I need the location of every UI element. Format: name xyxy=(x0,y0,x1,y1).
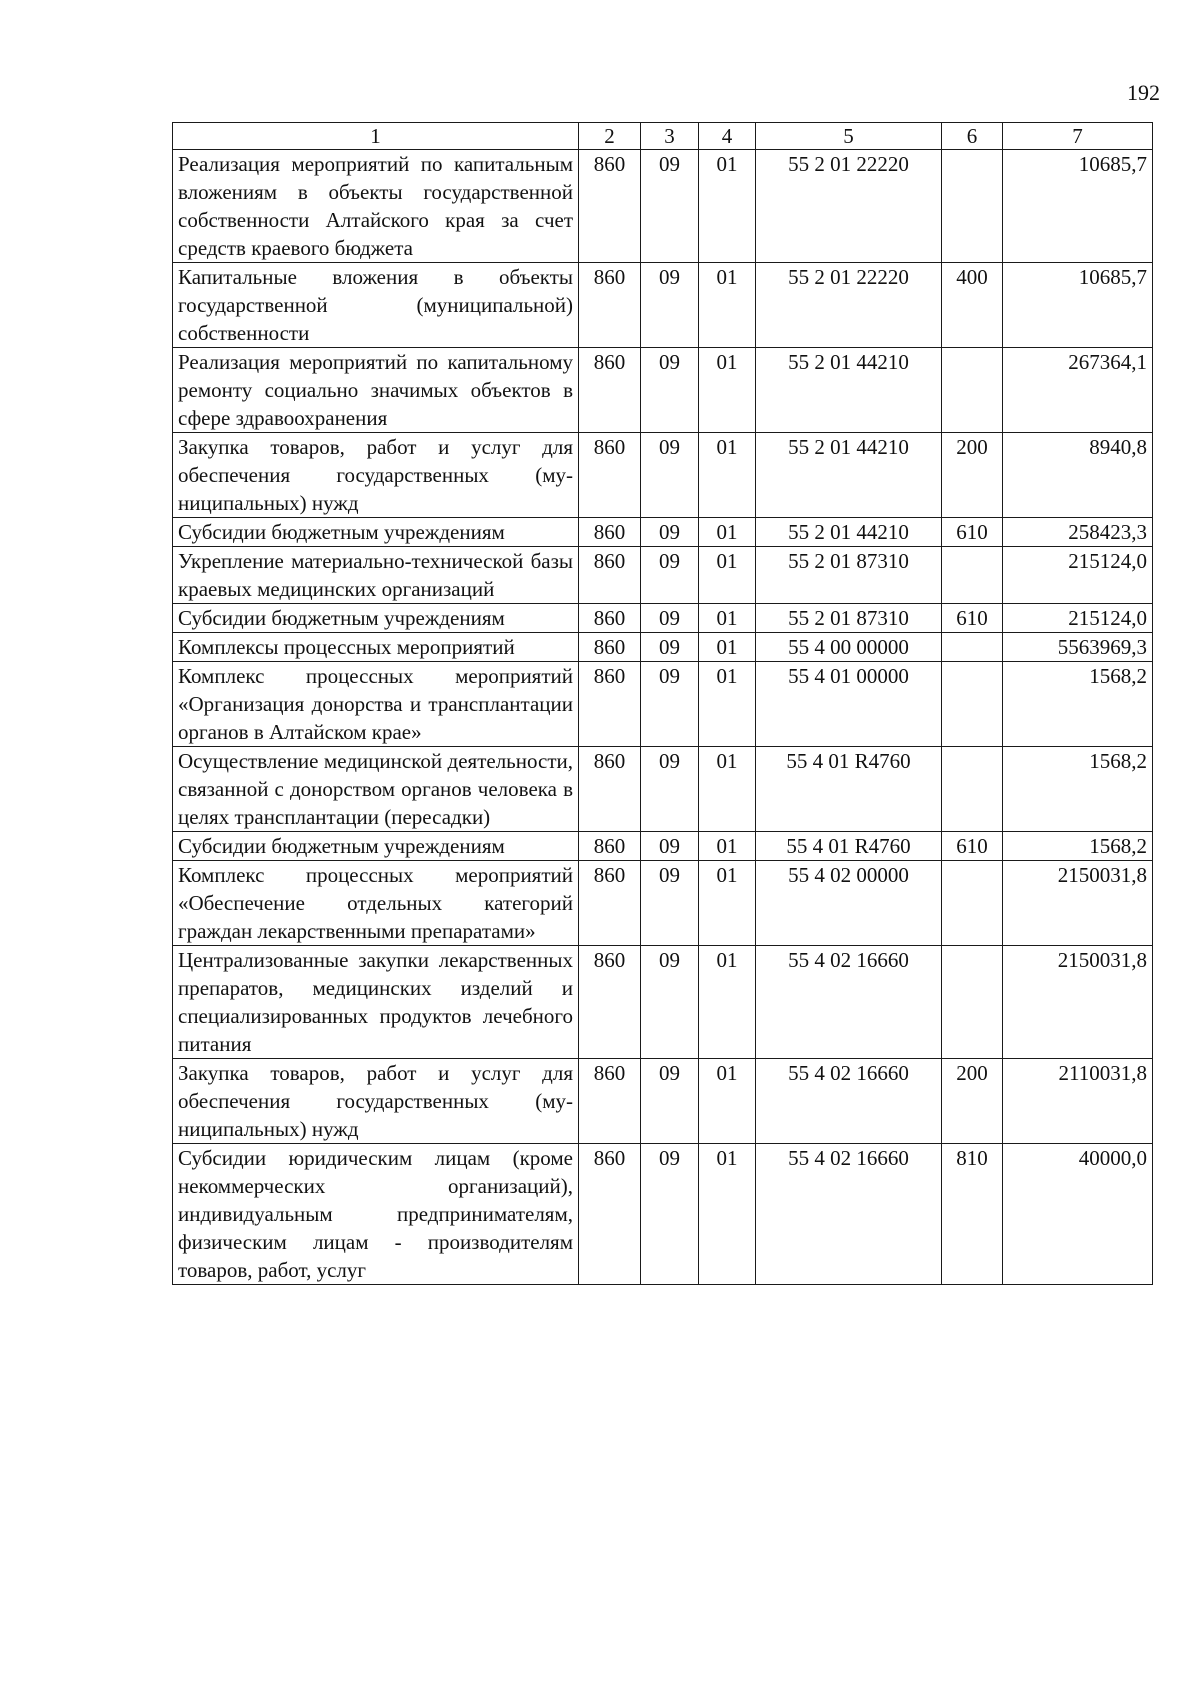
table-row xyxy=(173,150,1153,263)
target-article-cell: 55 2 01 87310 xyxy=(756,547,942,604)
ministry-code-cell: 860 xyxy=(579,604,641,633)
table-row xyxy=(173,433,1153,518)
section-code-cell: 09 xyxy=(641,433,699,518)
section-code-cell: 09 xyxy=(641,633,699,662)
ministry-code-cell: 860 xyxy=(579,348,641,433)
table-row xyxy=(173,1144,1153,1285)
subsection-code-cell: 01 xyxy=(699,861,756,946)
section-code-cell: 09 xyxy=(641,150,699,263)
column-header: 3 xyxy=(641,123,699,150)
target-article-cell: 55 2 01 44210 xyxy=(756,433,942,518)
section-code-cell: 09 xyxy=(641,547,699,604)
expense-type-cell: 200 xyxy=(942,1059,1003,1144)
ministry-code-cell: 860 xyxy=(579,150,641,263)
row-name-cell: Укрепление материально-технической базы краевых медицинских организаций xyxy=(173,547,579,604)
amount-cell: 258423,3 xyxy=(1003,518,1153,547)
table-row xyxy=(173,1059,1153,1144)
amount-cell: 1568,2 xyxy=(1003,832,1153,861)
ministry-code-cell: 860 xyxy=(579,518,641,547)
section-code-cell: 09 xyxy=(641,946,699,1059)
ministry-code-cell: 860 xyxy=(579,747,641,832)
table-row xyxy=(173,946,1153,1059)
ministry-code-cell: 860 xyxy=(579,861,641,946)
table-row xyxy=(173,861,1153,946)
amount-cell: 215124,0 xyxy=(1003,547,1153,604)
section-code-cell: 09 xyxy=(641,263,699,348)
section-code-cell: 09 xyxy=(641,662,699,747)
table-row xyxy=(173,747,1153,832)
budget-table xyxy=(172,122,1153,1285)
expense-type-cell xyxy=(942,348,1003,433)
row-name-cell: Субсидии бюджетным учреждениям xyxy=(173,832,579,861)
target-article-cell: 55 4 02 00000 xyxy=(756,861,942,946)
expense-type-cell xyxy=(942,547,1003,604)
ministry-code-cell: 860 xyxy=(579,662,641,747)
row-name-cell: Реализация мероприятий по капитальному ремонту социально значимых объектов в сфере здравоохранения xyxy=(173,348,579,433)
page-number: 192 xyxy=(1127,80,1160,105)
target-article-cell: 55 2 01 87310 xyxy=(756,604,942,633)
row-name-cell: Осуществление медицинской деятельности, связанной с донорством органов человека в целях трансплантации (пересадки) xyxy=(173,747,579,832)
section-code-cell: 09 xyxy=(641,518,699,547)
table-row xyxy=(173,547,1153,604)
subsection-code-cell: 01 xyxy=(699,662,756,747)
target-article-cell: 55 2 01 44210 xyxy=(756,518,942,547)
expense-type-cell: 610 xyxy=(942,604,1003,633)
subsection-code-cell: 01 xyxy=(699,832,756,861)
table-row xyxy=(173,633,1153,662)
target-article-cell: 55 2 01 22220 xyxy=(756,263,942,348)
column-header: 2 xyxy=(579,123,641,150)
subsection-code-cell: 01 xyxy=(699,547,756,604)
amount-cell: 5563969,3 xyxy=(1003,633,1153,662)
column-header: 6 xyxy=(942,123,1003,150)
amount-cell: 10685,7 xyxy=(1003,263,1153,348)
expense-type-cell xyxy=(942,662,1003,747)
section-code-cell: 09 xyxy=(641,861,699,946)
amount-cell: 267364,1 xyxy=(1003,348,1153,433)
table-row xyxy=(173,604,1153,633)
amount-cell: 1568,2 xyxy=(1003,747,1153,832)
table-row xyxy=(173,518,1153,547)
expense-type-cell: 400 xyxy=(942,263,1003,348)
target-article-cell: 55 2 01 44210 xyxy=(756,348,942,433)
row-name-cell: Субсидии бюджетным учреждениям xyxy=(173,604,579,633)
row-name-cell: Комплекс процессных мероприятий «Организация донорства и трансплантации органов в Алтайском крае» xyxy=(173,662,579,747)
target-article-cell: 55 4 01 R4760 xyxy=(756,747,942,832)
section-code-cell: 09 xyxy=(641,604,699,633)
subsection-code-cell: 01 xyxy=(699,263,756,348)
section-code-cell: 09 xyxy=(641,348,699,433)
ministry-code-cell: 860 xyxy=(579,263,641,348)
expense-type-cell xyxy=(942,633,1003,662)
target-article-cell: 55 4 02 16660 xyxy=(756,946,942,1059)
expense-type-cell: 610 xyxy=(942,518,1003,547)
subsection-code-cell: 01 xyxy=(699,633,756,662)
table-row xyxy=(173,348,1153,433)
expense-type-cell: 200 xyxy=(942,433,1003,518)
subsection-code-cell: 01 xyxy=(699,1144,756,1285)
subsection-code-cell: 01 xyxy=(699,946,756,1059)
table-body xyxy=(173,150,1153,1285)
row-name-cell: Субсидии юридическим лицам (кроме некоммерческих организаций), индивидуальным предпринимателям, физическим лицам - производителям товаров, работ, услуг xyxy=(173,1144,579,1285)
target-article-cell: 55 4 01 00000 xyxy=(756,662,942,747)
target-article-cell: 55 4 01 R4760 xyxy=(756,832,942,861)
row-name-cell: Капитальные вложения в объекты государственной (муниципальной) собственности xyxy=(173,263,579,348)
column-header: 7 xyxy=(1003,123,1153,150)
subsection-code-cell: 01 xyxy=(699,747,756,832)
expense-type-cell xyxy=(942,861,1003,946)
expense-type-cell xyxy=(942,150,1003,263)
amount-cell: 40000,0 xyxy=(1003,1144,1153,1285)
amount-cell: 10685,7 xyxy=(1003,150,1153,263)
amount-cell: 2150031,8 xyxy=(1003,861,1153,946)
table-header-row xyxy=(173,123,1153,150)
subsection-code-cell: 01 xyxy=(699,604,756,633)
row-name-cell: Комплекс процессных мероприятий «Обеспечение отдельных категорий граждан лекарственными препаратами» xyxy=(173,861,579,946)
amount-cell: 2150031,8 xyxy=(1003,946,1153,1059)
subsection-code-cell: 01 xyxy=(699,1059,756,1144)
row-name-cell: Комплексы процессных мероприятий xyxy=(173,633,579,662)
row-name-cell: Реализация мероприятий по капитальным вложениям в объекты государственной собственности Алтайского края за счет средств краевого бюджета xyxy=(173,150,579,263)
subsection-code-cell: 01 xyxy=(699,433,756,518)
target-article-cell: 55 4 02 16660 xyxy=(756,1059,942,1144)
expense-type-cell xyxy=(942,946,1003,1059)
ministry-code-cell: 860 xyxy=(579,1059,641,1144)
subsection-code-cell: 01 xyxy=(699,150,756,263)
amount-cell: 2110031,8 xyxy=(1003,1059,1153,1144)
row-name-cell: Субсидии бюджетным учреждениям xyxy=(173,518,579,547)
row-name-cell: Закупка товаров, работ и услуг для обеспечения государственных (муниципальных) нужд xyxy=(173,1059,579,1144)
row-name-cell: Закупка товаров, работ и услуг для обеспечения государственных (муниципальных) нужд xyxy=(173,433,579,518)
expense-type-cell: 610 xyxy=(942,832,1003,861)
table-row xyxy=(173,832,1153,861)
table-row xyxy=(173,662,1153,747)
amount-cell: 1568,2 xyxy=(1003,662,1153,747)
ministry-code-cell: 860 xyxy=(579,633,641,662)
ministry-code-cell: 860 xyxy=(579,547,641,604)
target-article-cell: 55 2 01 22220 xyxy=(756,150,942,263)
expense-type-cell xyxy=(942,747,1003,832)
section-code-cell: 09 xyxy=(641,1144,699,1285)
column-header: 1 xyxy=(173,123,579,150)
amount-cell: 215124,0 xyxy=(1003,604,1153,633)
section-code-cell: 09 xyxy=(641,832,699,861)
row-name-cell: Централизованные закупки лекарственных препаратов, медицинских изделий и специализированных продуктов лечебного питания xyxy=(173,946,579,1059)
column-header: 4 xyxy=(699,123,756,150)
ministry-code-cell: 860 xyxy=(579,433,641,518)
section-code-cell: 09 xyxy=(641,747,699,832)
target-article-cell: 55 4 00 00000 xyxy=(756,633,942,662)
target-article-cell: 55 4 02 16660 xyxy=(756,1144,942,1285)
expense-type-cell: 810 xyxy=(942,1144,1003,1285)
subsection-code-cell: 01 xyxy=(699,348,756,433)
ministry-code-cell: 860 xyxy=(579,832,641,861)
amount-cell: 8940,8 xyxy=(1003,433,1153,518)
table-row xyxy=(173,263,1153,348)
section-code-cell: 09 xyxy=(641,1059,699,1144)
ministry-code-cell: 860 xyxy=(579,1144,641,1285)
ministry-code-cell: 860 xyxy=(579,946,641,1059)
column-header: 5 xyxy=(756,123,942,150)
subsection-code-cell: 01 xyxy=(699,518,756,547)
